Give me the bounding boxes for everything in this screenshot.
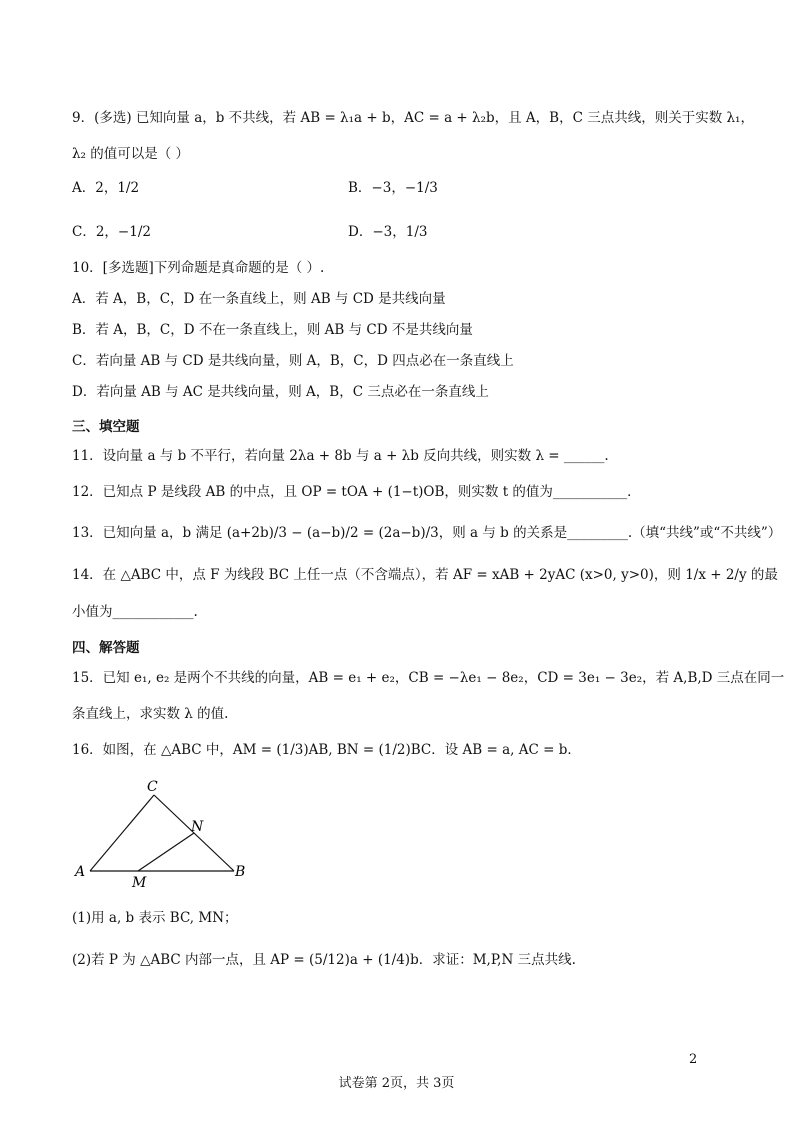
q10-option-c: C．若向量 AB 与 CD 是共线向量，则 A，B，C，D 四点必在一条直线上 xyxy=(72,353,514,369)
q9-option-c: C．2，−1/2 xyxy=(72,224,151,240)
q15-line1: 15．已知 e₁, e₂ 是两个不共线的向量，AB = e₁ + e₂，CB = −λe₁ − 8e₂，CD = 3e₁ − 3e₂，若 A,B,D 三点在同一 xyxy=(72,670,785,686)
q12-text: 12．已知点 P 是线段 AB 的中点，且 OP = tOA + (1−t)OB，则实数 t 的值为___________． xyxy=(72,484,641,500)
q9-line1: 9．(多选) 已知向量 a，b 不共线，若 AB = λ₁a + b，AC = a + λ₂b，且 A，B，C 三点共线，则关于实数 λ₁， xyxy=(72,110,754,126)
q13-text: 13．已知向量 a，b 满足 (a+2b)/3 − (a−b)/2 = (2a−b)/3，则 a 与 b 的关系是_________.（填“共线”或“不共线”） xyxy=(72,525,782,541)
label-n: N xyxy=(191,819,204,835)
q16-part1: (1)用 a, b 表示 BC, MN； xyxy=(72,910,238,926)
q15-line2: 条直线上，求实数 λ 的值. xyxy=(72,706,229,722)
q9-line2: λ₂ 的值可以是（ ） xyxy=(72,146,190,162)
q11-text: 11．设向量 a 与 b 不平行，若向量 2λa + 8b 与 a + λb 反向共线，则实数 λ = ______. xyxy=(72,448,609,464)
page-number: 2 xyxy=(689,1052,698,1067)
q10-option-d: D．若向量 AB 与 AC 是共线向量，则 A，B，C 三点必在一条直线上 xyxy=(72,384,489,400)
q14-line1: 14．在 △ABC 中，点 F 为线段 BC 上任一点（不含端点），若 AF = xAB + 2yAC (x>0, y>0)，则 1/x + 2/y 的最 xyxy=(72,567,778,583)
q16-stem: 16．如图，在 △ABC 中，AM = (1/3)AB, BN = (1/2)BC．设 AB = a, AC = b． xyxy=(72,742,581,758)
label-c: C xyxy=(147,779,158,795)
label-m: M xyxy=(132,875,147,891)
section-heading-fill-in: 三、填空题 xyxy=(72,419,140,435)
triangle-figure xyxy=(70,775,260,895)
q16-part2: (2)若 P 为 △ABC 内部一点，且 AP = (5/12)a + (1/4)b．求证：M,P,N 三点共线. xyxy=(72,952,576,968)
q10-stem: 10．[多选题]下列命题是真命题的是（ ）. xyxy=(72,260,325,276)
q10-option-b: B．若 A，B，C，D 不在一条直线上，则 AB 与 CD 不是共线向量 xyxy=(72,322,473,338)
section-heading-answer: 四、解答题 xyxy=(72,640,140,656)
page-footer: 试卷第 2页，共 3页 xyxy=(338,1076,455,1091)
q10-option-a: A．若 A，B，C，D 在一条直线上，则 AB 与 CD 是共线向量 xyxy=(72,291,446,307)
q9-option-b: B．−3，−1/3 xyxy=(348,180,438,196)
q9-option-a: A．2，1/2 xyxy=(72,180,140,196)
q9-option-d: D．−3，1/3 xyxy=(348,224,428,240)
label-b: B xyxy=(235,864,246,880)
label-a: A xyxy=(75,864,86,880)
q14-line2: 小值为____________. xyxy=(72,604,198,620)
